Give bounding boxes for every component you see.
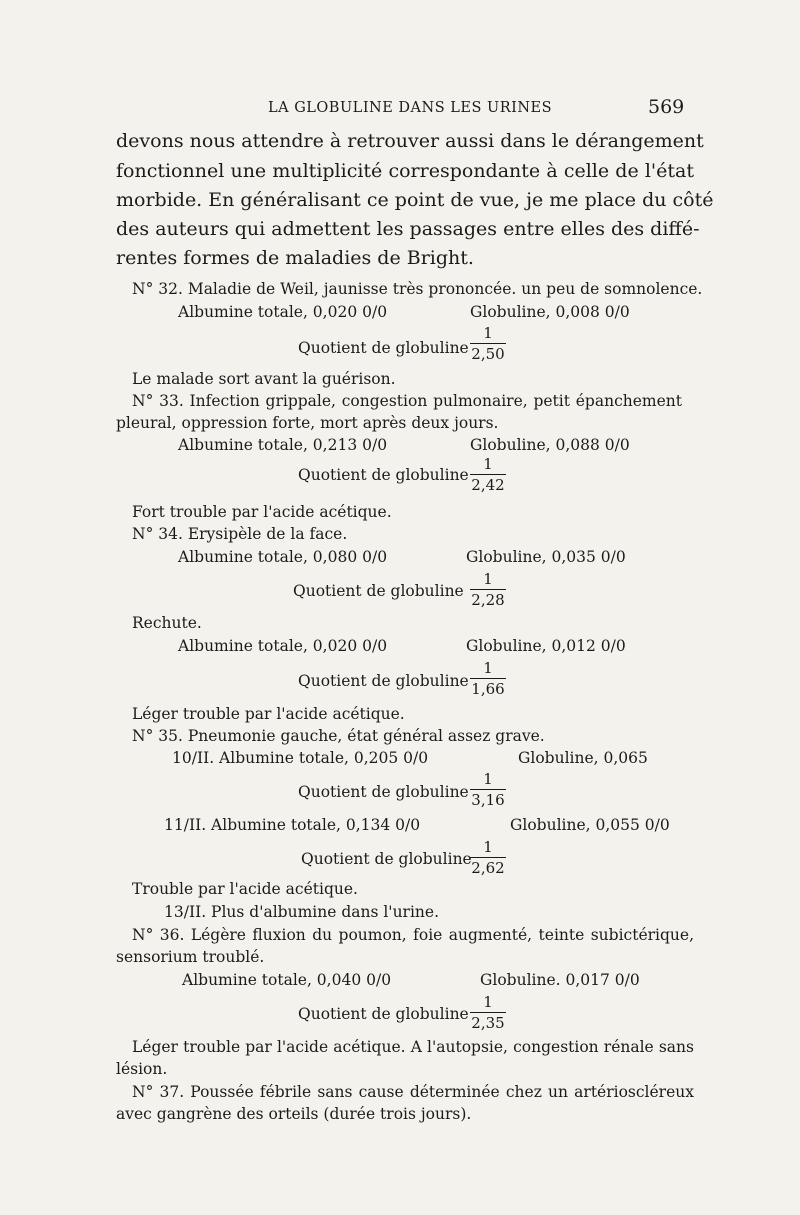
quotient-label: Quotient de globuline bbox=[298, 672, 469, 690]
fraction-bar bbox=[470, 789, 506, 790]
albumine-value: Albumine totale, 0,020 0/0 bbox=[178, 303, 388, 321]
fraction-bar bbox=[470, 1012, 506, 1013]
fraction-numerator: 1 bbox=[483, 770, 493, 788]
globuline-value: Globuline. 0,017 0/0 bbox=[480, 971, 640, 989]
fraction-denominator: 2,28 bbox=[471, 591, 505, 609]
fraction-numerator: 1 bbox=[483, 570, 493, 588]
quotient-fraction bbox=[468, 570, 508, 609]
case-description: N° 32. Maladie de Weil, jaunisse très prononcée. un peu de somnolence. bbox=[132, 280, 703, 298]
fraction-bar bbox=[470, 857, 506, 858]
fraction-denominator: 2,62 bbox=[471, 859, 505, 877]
case-note: Trouble par l'acide acétique. bbox=[132, 880, 358, 898]
case-description: N° 36. Légère fluxion du poumon, foie augmenté, teinte subictérique, bbox=[132, 926, 694, 944]
case-description-cont: avec gangrène des orteils (durée trois jours). bbox=[116, 1105, 472, 1123]
quotient-label: Quotient de globuline bbox=[301, 850, 472, 868]
quotient-fraction bbox=[468, 993, 508, 1032]
case-description-cont: pleural, oppression forte, mort après deux jours. bbox=[116, 414, 499, 432]
quotient-fraction bbox=[468, 455, 508, 494]
fraction-denominator: 2,42 bbox=[471, 476, 505, 494]
quotient-label: Quotient de globuline bbox=[298, 1005, 469, 1023]
intro-line: rentes formes de maladies de Bright. bbox=[116, 247, 474, 269]
quotient-fraction bbox=[468, 838, 508, 877]
quotient-fraction bbox=[468, 324, 508, 363]
case-note: Fort trouble par l'acide acétique. bbox=[132, 503, 392, 521]
case-description: N° 37. Poussée fébrile sans cause déterminée chez un artérioscléreux bbox=[132, 1083, 694, 1101]
globuline-value: Globuline, 0,008 0/0 bbox=[470, 303, 630, 321]
intro-line: morbide. En généralisant ce point de vue, je me place du côté bbox=[116, 189, 714, 211]
fraction-denominator: 2,50 bbox=[471, 345, 505, 363]
albumine-value: 10/II. Albumine totale, 0,205 0/0 bbox=[172, 749, 429, 767]
page-number: 569 bbox=[648, 96, 685, 118]
case-note: Le malade sort avant la guérison. bbox=[132, 370, 396, 388]
quotient-label: Quotient de globuline bbox=[293, 582, 464, 600]
case-followup: 13/II. Plus d'albumine dans l'urine. bbox=[164, 903, 439, 921]
albumine-value: 11/II. Albumine totale, 0,134 0/0 bbox=[164, 816, 421, 834]
quotient-label: Quotient de globuline bbox=[298, 783, 469, 801]
quotient-label: Quotient de globuline bbox=[298, 339, 469, 357]
intro-line: devons nous attendre à retrouver aussi dans le dérangement bbox=[116, 130, 704, 152]
fraction-bar bbox=[470, 678, 506, 679]
globuline-value: Globuline, 0,035 0/0 bbox=[466, 548, 626, 566]
case-note: Léger trouble par l'acide acétique. A l'autopsie, congestion rénale sans bbox=[132, 1038, 694, 1056]
fraction-numerator: 1 bbox=[483, 659, 493, 677]
case-description-cont: sensorium troublé. bbox=[116, 948, 265, 966]
globuline-value: Globuline, 0,088 0/0 bbox=[470, 436, 630, 454]
case-description: N° 34. Erysipèle de la face. bbox=[132, 525, 348, 543]
fraction-bar bbox=[470, 474, 506, 475]
fraction-denominator: 1,66 bbox=[471, 680, 505, 698]
fraction-numerator: 1 bbox=[483, 838, 493, 856]
case-description: N° 33. Infection grippale, congestion pulmonaire, petit épanchement bbox=[132, 392, 682, 410]
globuline-value: Globuline, 0,065 bbox=[518, 749, 648, 767]
intro-line: des auteurs qui admettent les passages entre elles des diffé- bbox=[116, 218, 700, 240]
quotient-fraction bbox=[468, 659, 508, 698]
intro-line: fonctionnel une multiplicité correspondante à celle de l'état bbox=[116, 160, 694, 182]
rechute-label: Rechute. bbox=[132, 614, 202, 632]
globuline-value: Globuline, 0,012 0/0 bbox=[466, 637, 626, 655]
fraction-denominator: 2,35 bbox=[471, 1014, 505, 1032]
case-description: N° 35. Pneumonie gauche, état général assez grave. bbox=[132, 727, 545, 745]
globuline-value: Globuline, 0,055 0/0 bbox=[510, 816, 670, 834]
fraction-numerator: 1 bbox=[483, 324, 493, 342]
albumine-value: Albumine totale, 0,080 0/0 bbox=[178, 548, 388, 566]
fraction-bar bbox=[470, 343, 506, 344]
fraction-denominator: 3,16 bbox=[471, 791, 505, 809]
case-note: Léger trouble par l'acide acétique. bbox=[132, 705, 405, 723]
quotient-label: Quotient de globuline bbox=[298, 466, 469, 484]
fraction-numerator: 1 bbox=[483, 455, 493, 473]
albumine-value: Albumine totale, 0,213 0/0 bbox=[178, 436, 388, 454]
albumine-value: Albumine totale, 0,020 0/0 bbox=[178, 637, 388, 655]
fraction-bar bbox=[470, 589, 506, 590]
albumine-value: Albumine totale, 0,040 0/0 bbox=[182, 971, 392, 989]
fraction-numerator: 1 bbox=[483, 993, 493, 1011]
running-title: LA GLOBULINE DANS LES URINES bbox=[268, 100, 553, 116]
case-note-cont: lésion. bbox=[116, 1060, 168, 1078]
quotient-fraction bbox=[468, 770, 508, 809]
